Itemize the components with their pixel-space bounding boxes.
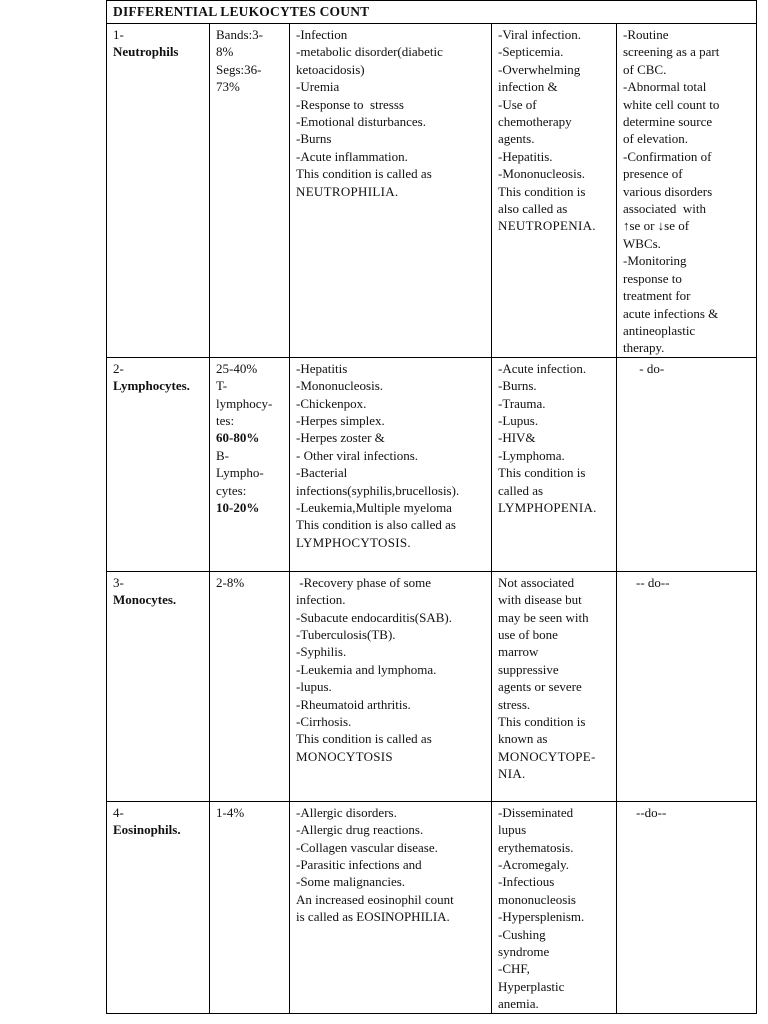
increased-causes-cell	[290, 801, 492, 1013]
leukocyte-name: Neutrophils	[113, 44, 179, 60]
cell-line: syndrome	[498, 943, 550, 959]
cell-line: LYMPHOPENIA.	[498, 499, 597, 515]
cell-line: white cell count to	[623, 96, 720, 112]
increased-causes-cell	[290, 571, 492, 801]
indications-cell	[617, 357, 757, 571]
table-title-row	[107, 1, 757, 24]
cell-line: -Acute infection.	[498, 360, 587, 376]
cell-line: called as	[498, 482, 544, 498]
cell-line: acute infections &	[623, 305, 719, 321]
cell-line: NIA.	[498, 766, 526, 782]
decreased-causes-cell	[492, 801, 617, 1013]
cell-line: 2-8%	[216, 574, 245, 590]
cell-line: various disorders	[623, 183, 713, 199]
cell-line: -Infectious	[498, 874, 555, 890]
cell-line: agents or severe	[498, 679, 582, 695]
cell-line: -Use of	[498, 96, 537, 112]
cell-line: NEUTROPHILIA.	[296, 183, 399, 199]
indications-cell	[617, 571, 757, 801]
cell-line: 8%	[216, 44, 234, 60]
table-title: DIFFERENTIAL LEUKOCYTES COUNT	[107, 1, 757, 24]
cell-line: use of bone	[498, 626, 558, 642]
leukocyte-name: Monocytes.	[113, 592, 177, 608]
cell-line: -Syphilis.	[296, 644, 347, 660]
cell-line: -- do--	[623, 574, 670, 590]
cell-line: response to	[623, 270, 682, 286]
leukocyte-name-cell	[107, 801, 210, 1013]
cell-line: lymphocy-	[216, 395, 273, 411]
cell-line: 73%	[216, 79, 240, 95]
cell-line: -Allergic disorders.	[296, 804, 397, 820]
row-number: 3-	[113, 574, 124, 590]
cell-line: 1-4%	[216, 804, 245, 820]
cell-line: infections(syphilis,brucellosis).	[296, 482, 460, 498]
cell-line: infection.	[296, 592, 346, 608]
cell-line: This condition is called as	[296, 166, 432, 182]
cell-line: This condition is	[498, 183, 586, 199]
row-number: 4-	[113, 804, 124, 820]
cell-line: -Tuberculosis(TB).	[296, 626, 396, 642]
cell-line: This condition is called as	[296, 731, 432, 747]
cell-line: -Collagen vascular disease.	[296, 839, 438, 855]
cell-line: -Some malignancies.	[296, 874, 406, 890]
cell-line: -Leukemia,Multiple myeloma	[296, 499, 452, 515]
cell-line: presence of	[623, 166, 683, 182]
cell-line: with disease but	[498, 592, 582, 608]
cell-line: -Hepatitis	[296, 360, 348, 376]
cell-line: -Monitoring	[623, 253, 687, 269]
cell-line: Bands:3-	[216, 27, 263, 42]
leukocyte-name-cell	[107, 357, 210, 571]
cell-line: -Uremia	[296, 79, 340, 95]
increased-causes-cell	[290, 357, 492, 571]
cell-line: -Mononucleosis.	[498, 166, 586, 182]
cell-line: - Other viral infections.	[296, 447, 419, 463]
cell-line: WBCs.	[623, 235, 661, 251]
cell-line: agents.	[498, 131, 535, 147]
normal-range-cell	[210, 24, 290, 358]
normal-range-cell	[210, 357, 290, 571]
cell-line: An increased eosinophil count	[296, 891, 454, 907]
cell-line: -Herpes simplex.	[296, 412, 385, 428]
table-row	[107, 571, 757, 801]
cell-line: LYMPHOCYTOSIS.	[296, 534, 411, 550]
cell-line: -Acromegaly.	[498, 856, 569, 872]
cell-line: -Infection	[296, 27, 348, 42]
cell-line: -Herpes zoster &	[296, 430, 385, 446]
cell-line: 25-40%	[216, 360, 258, 376]
cell-line: 10-20%	[216, 499, 260, 515]
cell-line: lupus	[498, 822, 527, 838]
cell-line: -Bacterial	[296, 465, 348, 481]
cell-line: -Hypersplenism.	[498, 909, 585, 925]
cell-line: T-	[216, 378, 228, 394]
cell-line: antineoplastic	[623, 322, 696, 338]
cell-line: NEUTROPENIA.	[498, 218, 596, 234]
cell-line: therapy.	[623, 340, 665, 356]
cell-line: This condition is	[498, 465, 586, 481]
cell-line: -Viral infection.	[498, 27, 581, 42]
cell-line: -Mononucleosis.	[296, 378, 384, 394]
cell-line: associated with	[623, 201, 707, 217]
cell-line: anemia.	[498, 996, 539, 1012]
cell-line: -Lupus.	[498, 412, 539, 428]
cell-line: This condition is	[498, 713, 586, 729]
cell-line: determine source	[623, 114, 713, 130]
cell-line: -Confirmation of	[623, 148, 712, 164]
cell-line: -Disseminated	[498, 804, 574, 820]
cell-line: MONOCYTOPE-	[498, 748, 596, 764]
cell-line: Hyperplastic	[498, 978, 565, 994]
cell-line: ketoacidosis)	[296, 61, 365, 77]
cell-line: MONOCYTOSIS	[296, 748, 393, 764]
cell-line: may be seen with	[498, 609, 589, 625]
cell-line: of CBC.	[623, 61, 667, 77]
leukocyte-table	[106, 0, 757, 1014]
cell-line: Segs:36-	[216, 61, 262, 77]
cell-line: stress.	[498, 696, 531, 712]
cell-line: This condition is also called as	[296, 517, 456, 533]
cell-line: of elevation.	[623, 131, 688, 147]
cell-line: -Leukemia and lymphoma.	[296, 661, 437, 677]
cell-line: ↑se or ↓se of	[623, 218, 690, 234]
cell-line: -Rheumatoid arthritis.	[296, 696, 411, 712]
cell-line: -Acute inflammation.	[296, 148, 408, 164]
leukocyte-name-cell	[107, 571, 210, 801]
normal-range-cell	[210, 571, 290, 801]
cell-line: is called as EOSINOPHILIA.	[296, 909, 450, 925]
cell-line: -Emotional disturbances.	[296, 114, 426, 130]
increased-causes-cell	[290, 24, 492, 358]
cell-line: -Parasitic infections and	[296, 856, 422, 872]
leukocyte-name: Eosinophils.	[113, 822, 181, 838]
cell-line: - do-	[623, 360, 665, 376]
cell-line: suppressive	[498, 661, 559, 677]
table-row	[107, 24, 757, 358]
cell-line: -Cushing	[498, 926, 546, 942]
leukocyte-name-cell	[107, 24, 210, 358]
cell-line: -Abnormal total	[623, 79, 707, 95]
cell-line: -Lymphoma.	[498, 447, 565, 463]
cell-line: marrow	[498, 644, 539, 660]
normal-range-cell	[210, 801, 290, 1013]
cell-line: erythematosis.	[498, 839, 574, 855]
cell-line: -Response to stresss	[296, 96, 404, 112]
cell-line: 60-80%	[216, 430, 260, 446]
decreased-causes-cell	[492, 357, 617, 571]
cell-line: B-	[216, 447, 229, 463]
cell-line: chemotherapy	[498, 114, 572, 130]
cell-line: -Routine	[623, 27, 669, 42]
table-row	[107, 357, 757, 571]
decreased-causes-cell	[492, 571, 617, 801]
cell-line: -CHF,	[498, 961, 530, 977]
cell-line: -Recovery phase of some	[296, 574, 432, 590]
cell-line: -lupus.	[296, 679, 332, 695]
cell-line: -Chickenpox.	[296, 395, 367, 411]
indications-cell	[617, 801, 757, 1013]
cell-line: -Subacute endocarditis(SAB).	[296, 609, 452, 625]
cell-line: tes:	[216, 412, 235, 428]
cell-line: -Hepatitis.	[498, 148, 553, 164]
cell-line: mononucleosis	[498, 891, 576, 907]
cell-line: Lympho-	[216, 465, 264, 481]
cell-line: treatment for	[623, 288, 691, 304]
decreased-causes-cell	[492, 24, 617, 358]
cell-line: -Trauma.	[498, 395, 546, 411]
cell-line: screening as a part	[623, 44, 720, 60]
cell-line: -Allergic drug reactions.	[296, 822, 424, 838]
cell-line: -Overwhelming	[498, 61, 581, 77]
row-number: 2-	[113, 360, 124, 376]
cell-line: --do--	[623, 804, 667, 820]
table-row	[107, 801, 757, 1013]
cell-line: Not associated	[498, 574, 575, 590]
leukocyte-name: Lymphocytes.	[113, 378, 190, 394]
cell-line: -Burns.	[498, 378, 537, 394]
cell-line: -Cirrhosis.	[296, 713, 352, 729]
cell-line: -Septicemia.	[498, 44, 564, 60]
cell-line: cytes:	[216, 482, 247, 498]
cell-line: known as	[498, 731, 548, 747]
cell-line: -Burns	[296, 131, 332, 147]
cell-line: -metabolic disorder(diabetic	[296, 44, 443, 60]
cell-line: infection &	[498, 79, 558, 95]
indications-cell	[617, 24, 757, 358]
cell-line: -HIV&	[498, 430, 536, 446]
cell-line: also called as	[498, 201, 568, 217]
row-number: 1-	[113, 27, 124, 42]
